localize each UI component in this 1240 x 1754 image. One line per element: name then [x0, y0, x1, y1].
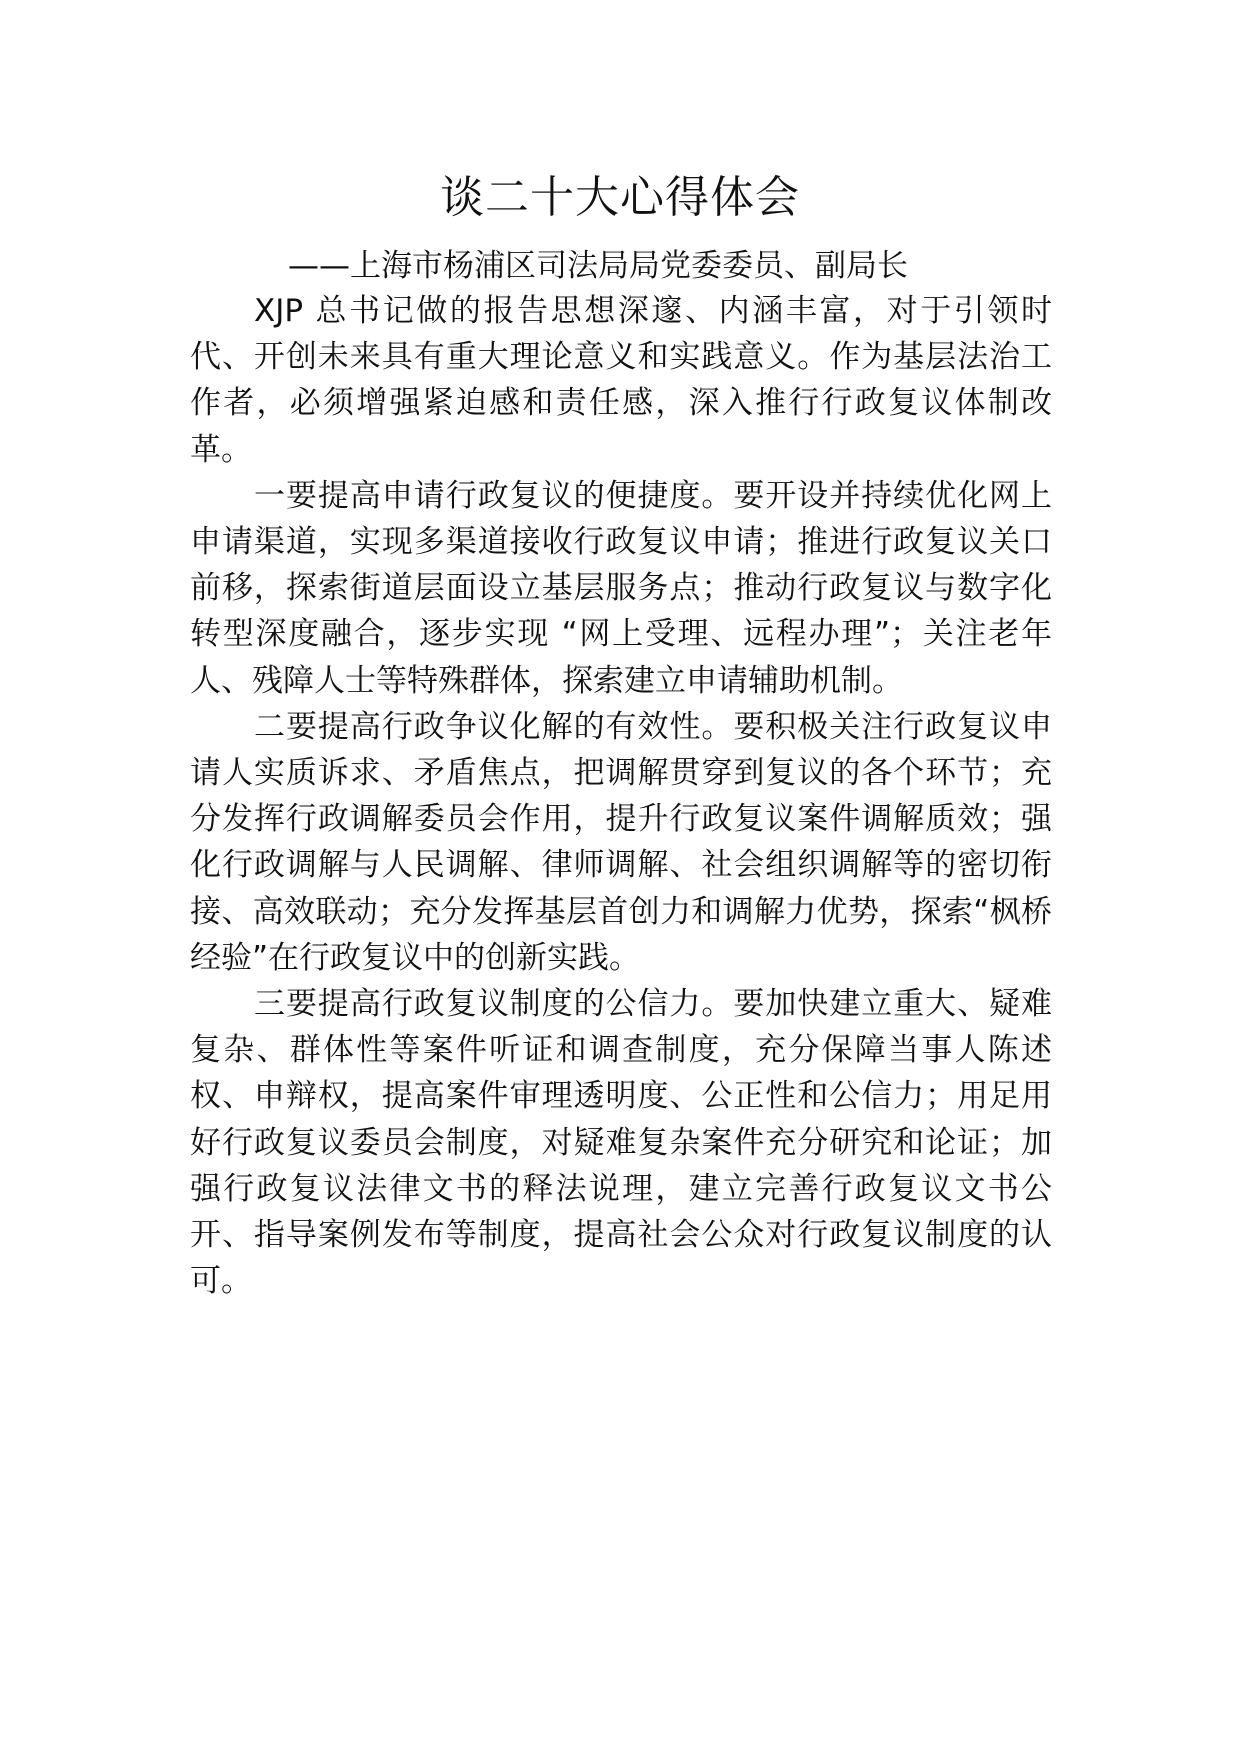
document-subtitle: ——上海市杨浦区司法局局党委委员、副局长 — [288, 248, 908, 284]
paragraph-point-two: 二要提高行政争议化解的有效性。要积极关注行政复议申请人实质诉求、矛盾焦点，把调解贯穿到复议的各个环节；充分发挥行政调解委员会作用，提升行政复议案件调解质效；强化行政调解与人民调解、律师调解、社会组织调解等的密切衔接、高效联动；充分发挥基层首创力和调解力优势，探索“枫桥经验”在行政复议中的创新实践。 — [190, 708, 1052, 976]
paragraph-intro: XJP 总书记做的报告思想深邃、内涵丰富，对于引领时代、开创未来具有重大理论意义和实践意义。作为基层法治工作者，必须增强紧迫感和责任感，深入推行行政复议体制改革。 — [190, 293, 1052, 468]
paragraph-point-three: 三要提高行政复议制度的公信力。要加快建立重大、疑难复杂、群体性等案件听证和调查制度，充分保障当事人陈述权、申辩权，提高案件审理透明度、公正性和公信力；用足用好行政复议委员会制度，对疑难复杂案件充分研究和论证；加强行政复议法律文书的释法说理，建立完善行政复议文书公开、指导案例发布等制度，提高社会公众对行政复议制度的认可。 — [190, 986, 1052, 1300]
paragraph-point-one: 一要提高申请行政复议的便捷度。要开设并持续优化网上申请渠道，实现多渠道接收行政复议申请；推进行政复议关口前移，探索街道层面设立基层服务点；推动行政复议与数字化转型深度融合，逐步实现 “网上受理、远程办理”；关注老年人、残障人士等特殊群体，探索建立申请辅助机制。 — [190, 477, 1052, 699]
document-body — [190, 288, 1052, 1304]
document-title: 谈二十大心得体会 — [440, 172, 800, 223]
